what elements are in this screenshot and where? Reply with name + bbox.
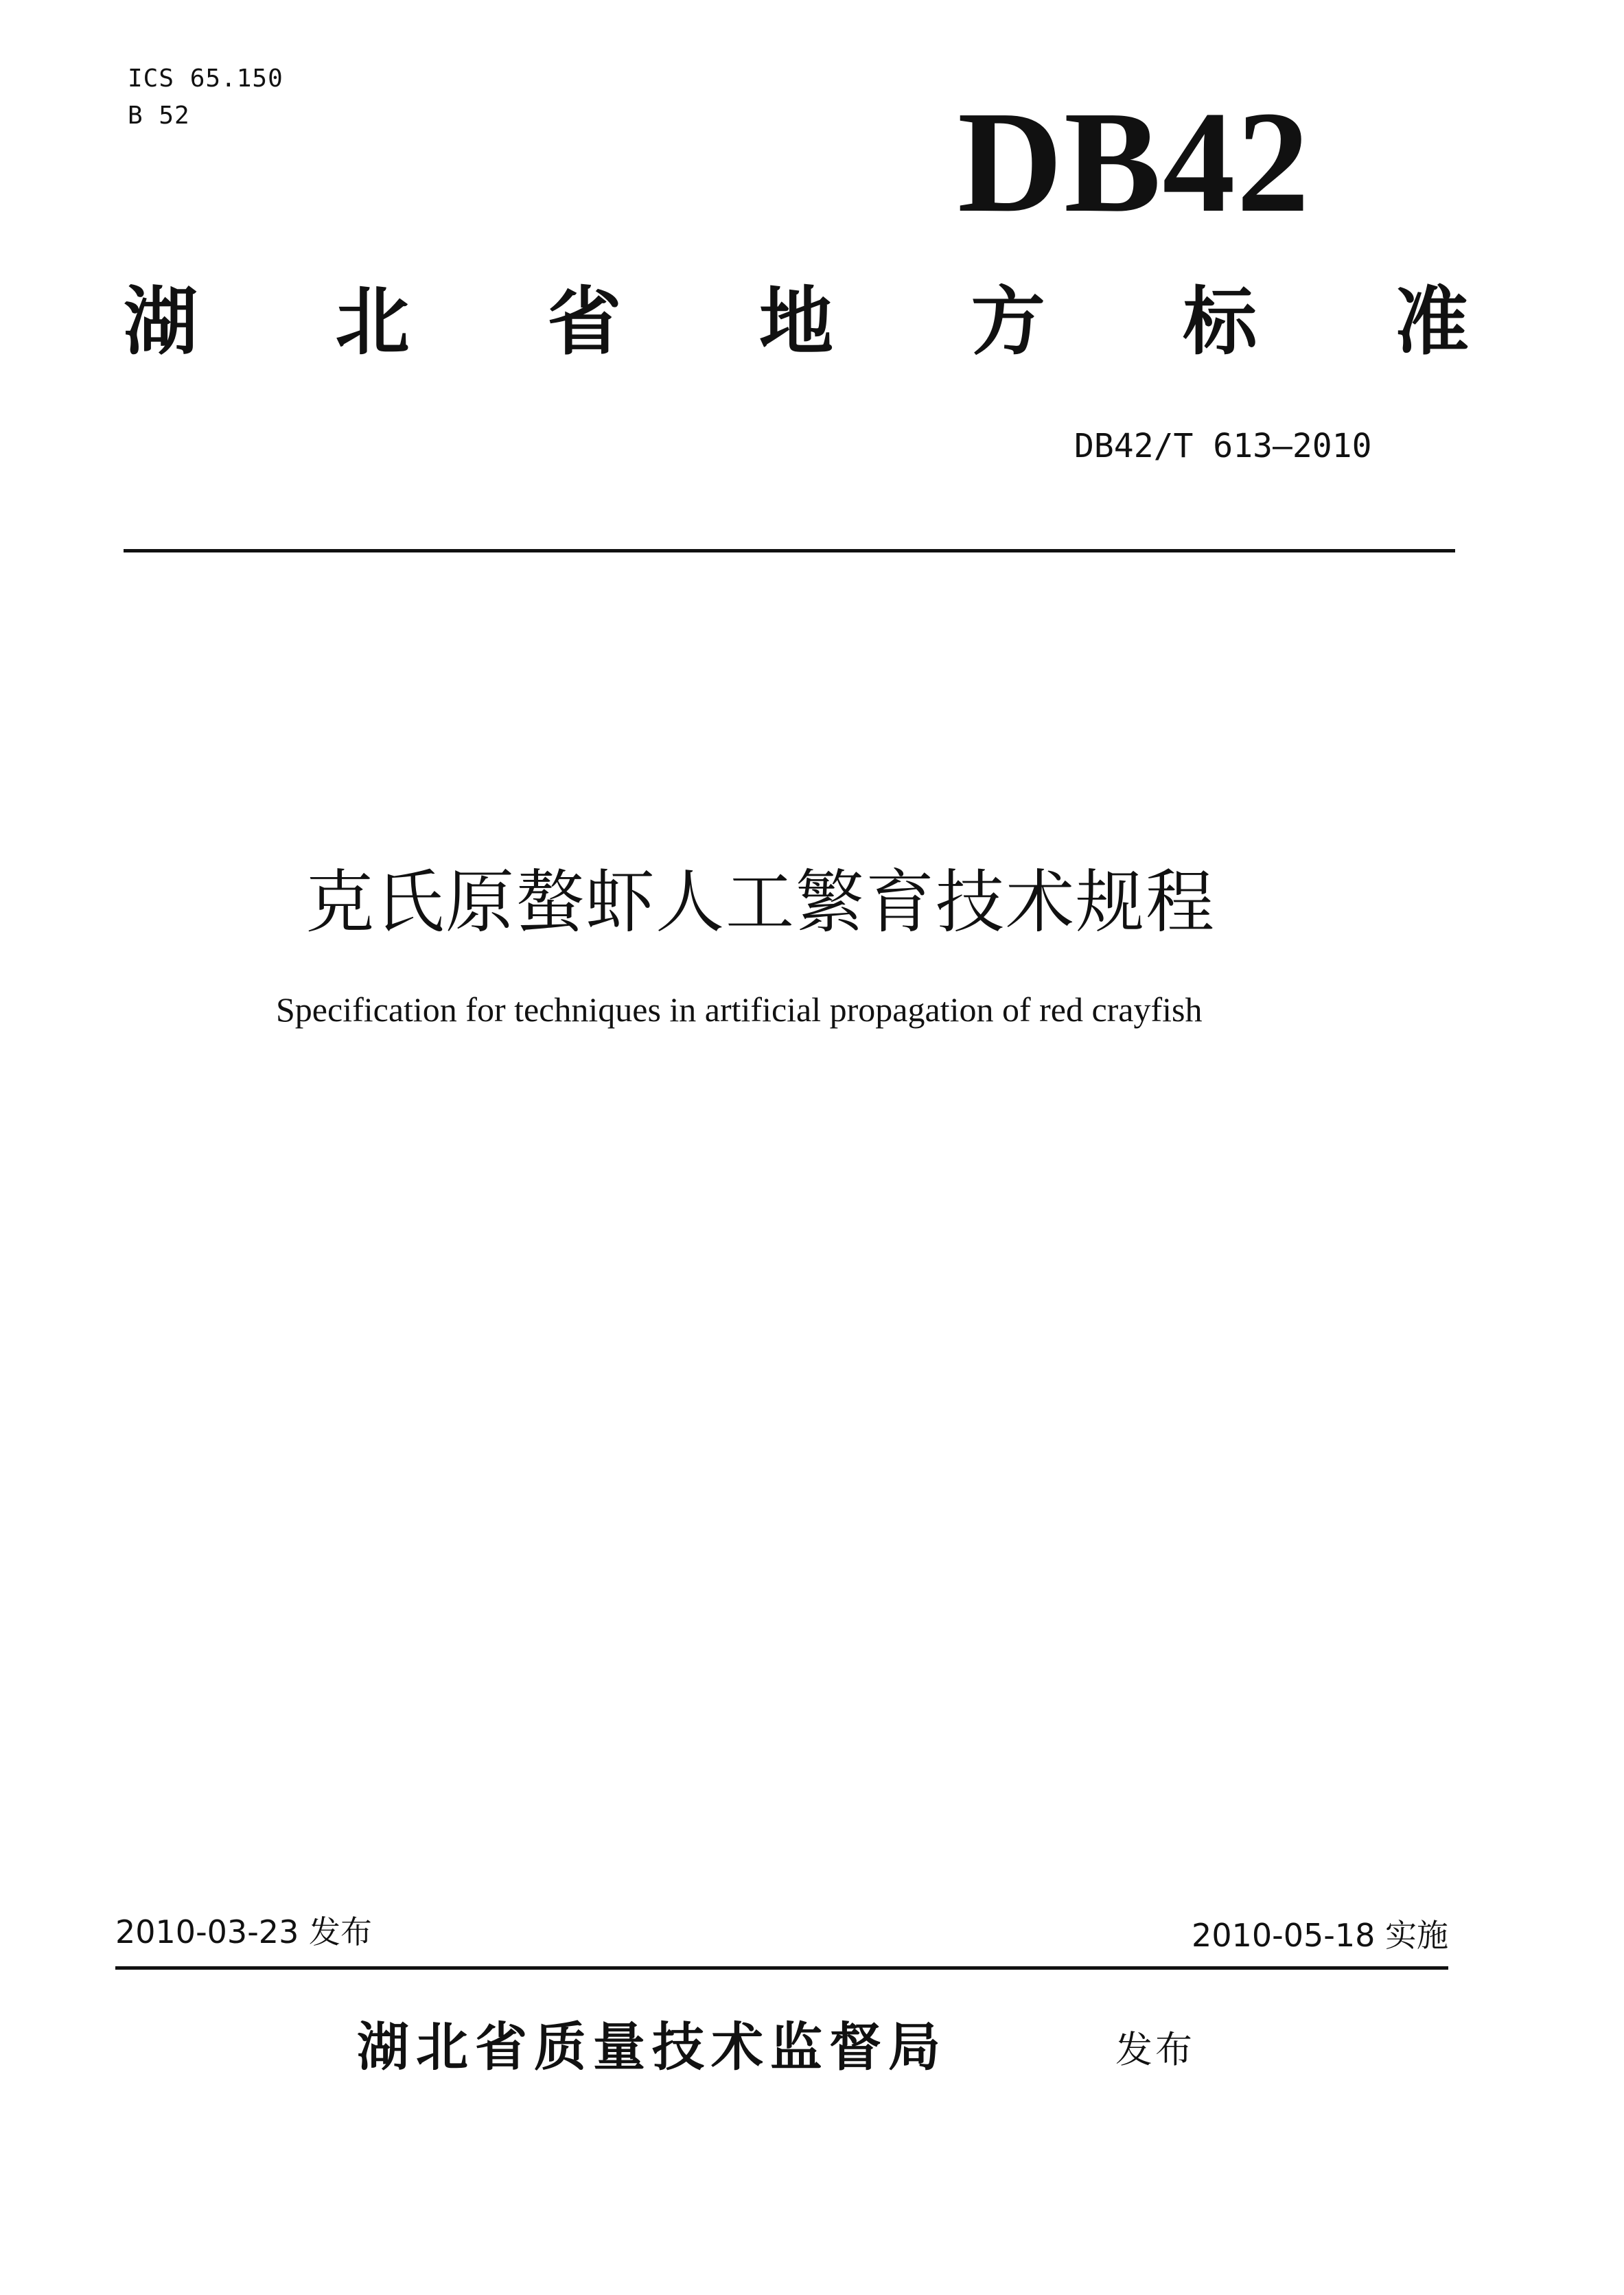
standard-number: DB42/T 613—2010 [1074, 427, 1372, 465]
implementation-date: 2010-05-18 实施 [1192, 1917, 1448, 1954]
standard-type-char: 湖 [124, 279, 198, 365]
standard-type-char: 准 [1394, 279, 1469, 365]
publisher-suffix: 发布 [1115, 2028, 1195, 2071]
standard-type-char: 方 [971, 279, 1045, 365]
publisher-name: 湖北省质量技术监督局 [357, 2016, 947, 2077]
ics-code: ICS 65.150 [128, 65, 283, 93]
document-title-zh: 克氏原螯虾人工繁育技术规程 [305, 862, 1216, 942]
standard-type-char: 省 [547, 279, 622, 365]
standard-type-char: 北 [335, 279, 410, 365]
bottom-divider [115, 1966, 1448, 1970]
standard-type-char: 标 [1183, 279, 1257, 365]
standard-logo: DB42 [958, 81, 1311, 242]
document-title-en: Specification for techniques in artificial propagation of red crayfish [276, 990, 1203, 1029]
issue-date: 2010-03-23 发布 [115, 1913, 372, 1950]
classification-block [128, 60, 283, 135]
standard-type-title [124, 278, 1469, 367]
class-code: B 52 [128, 102, 190, 130]
top-divider [124, 549, 1455, 552]
standard-type-char: 地 [758, 279, 833, 365]
